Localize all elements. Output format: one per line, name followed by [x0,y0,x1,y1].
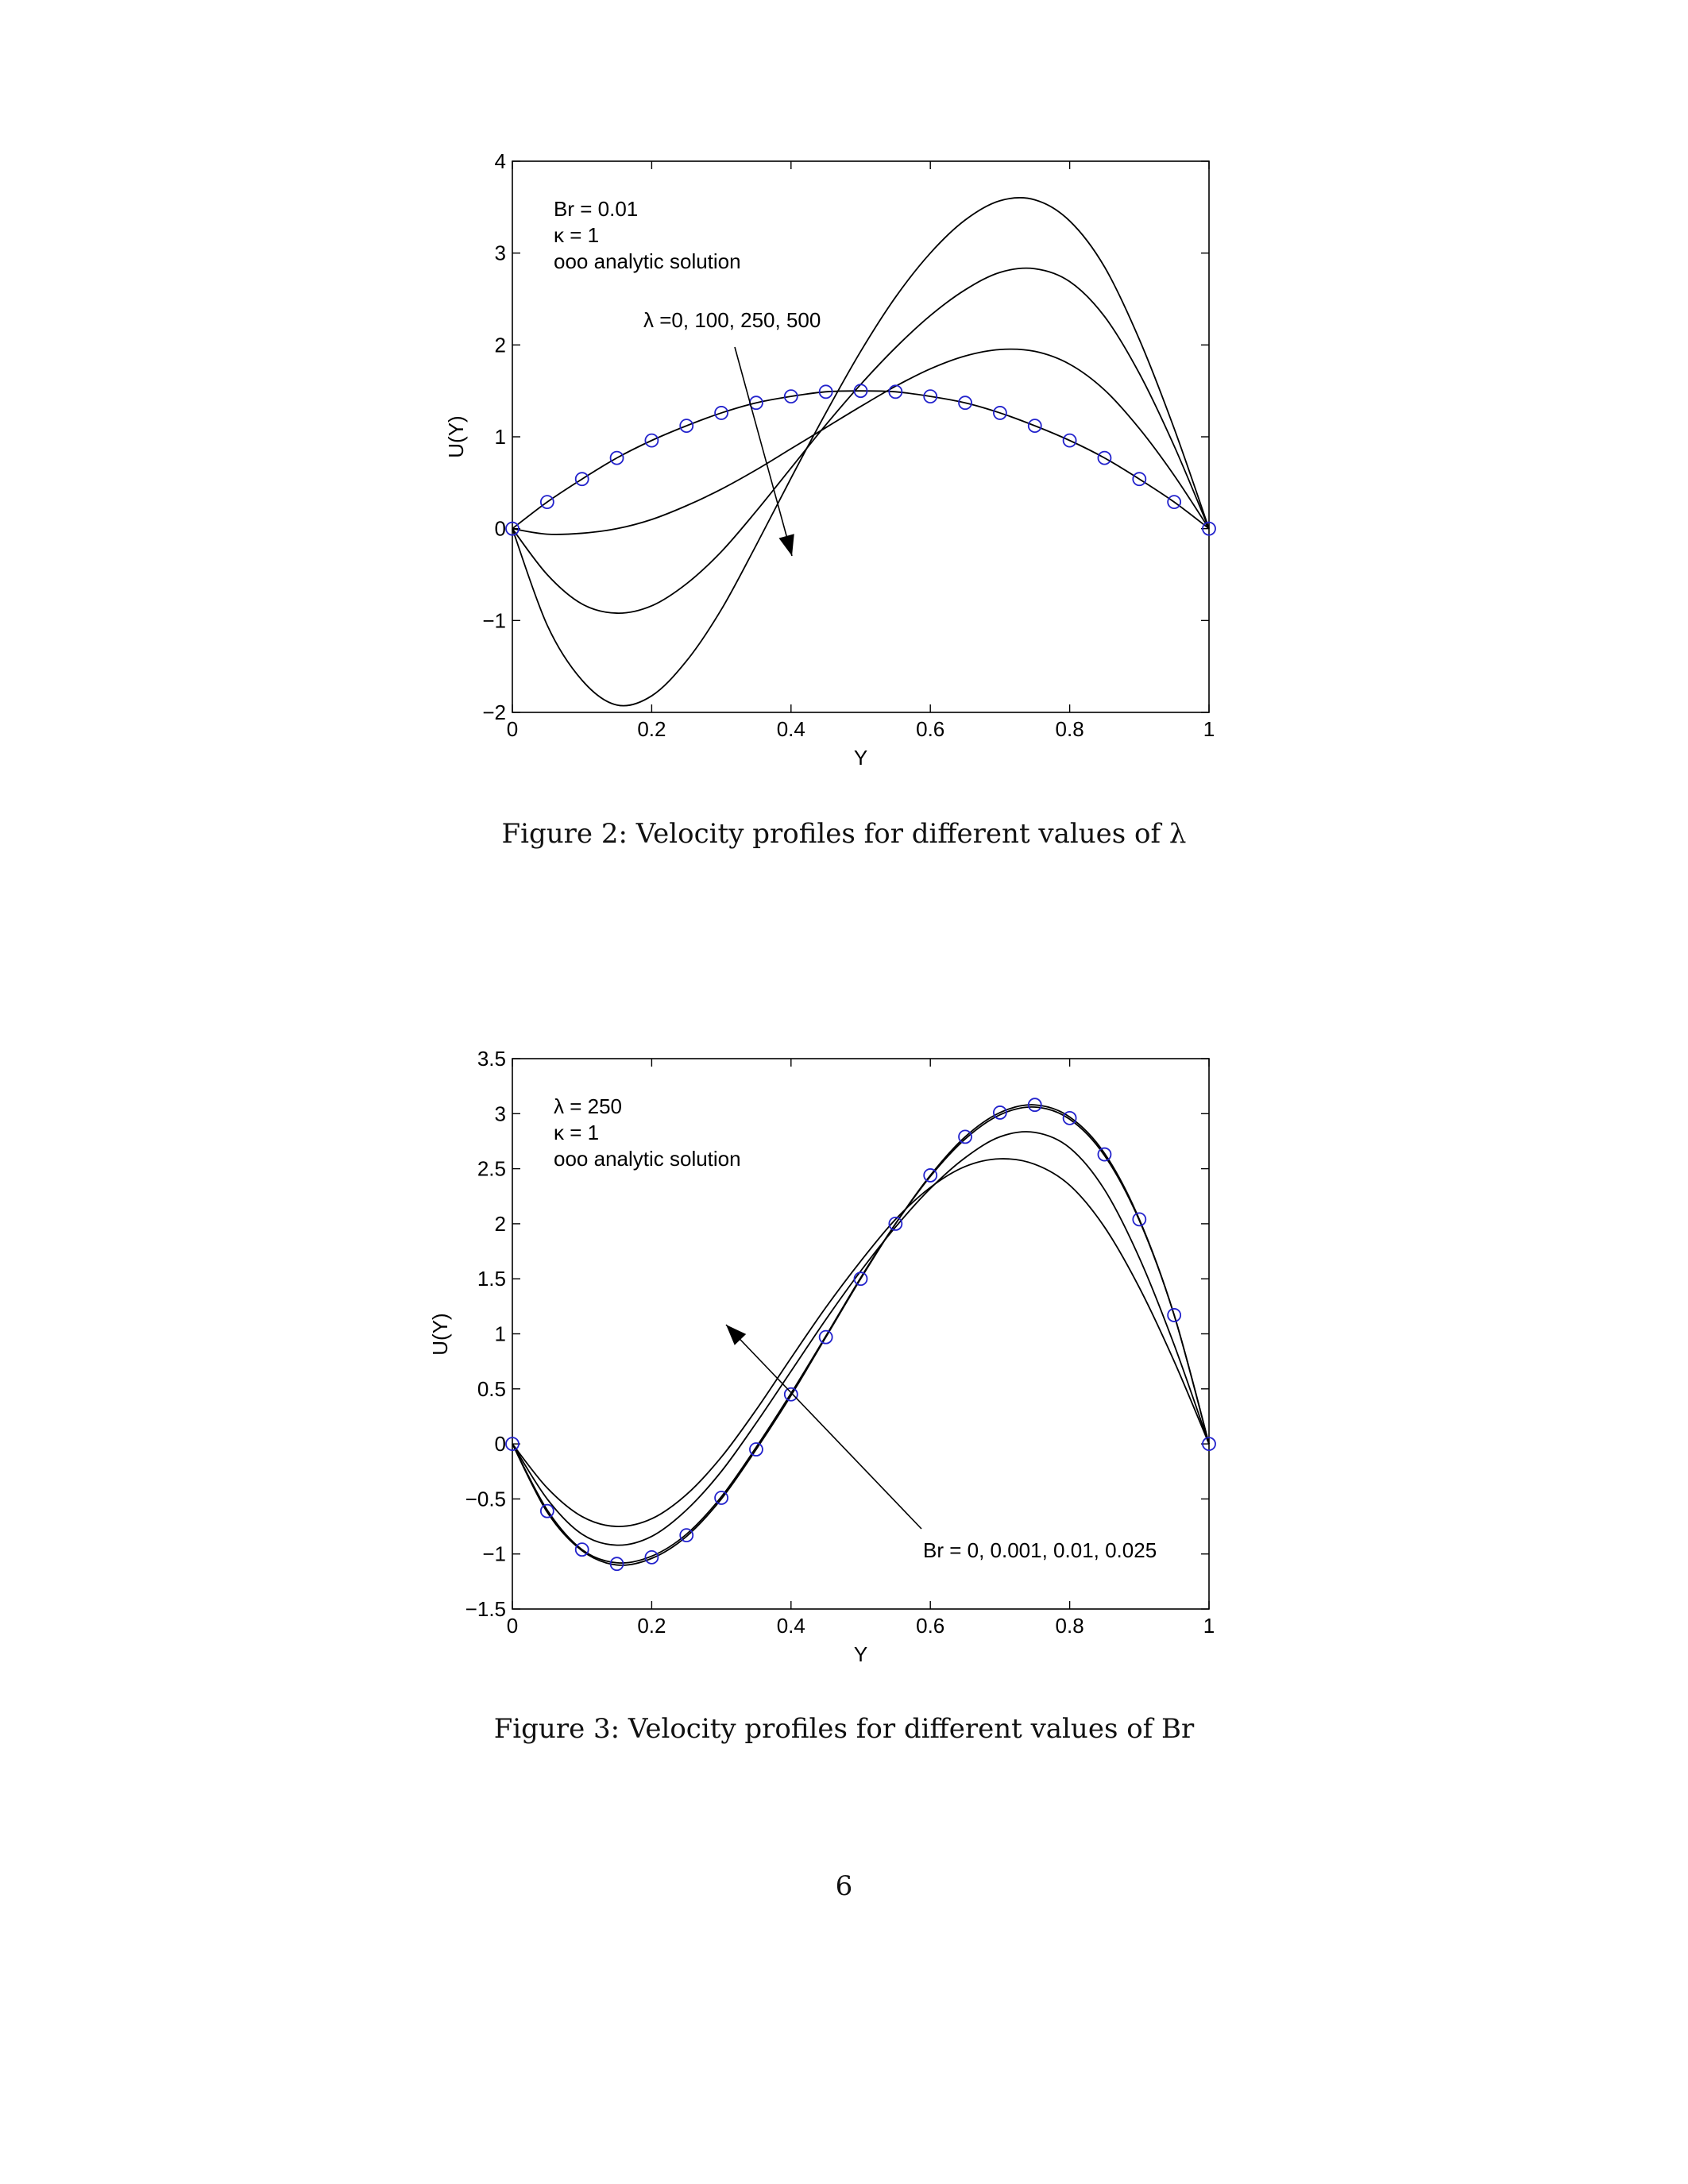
arrow-label: λ =0, 100, 250, 500 [643,308,821,332]
x-tick-label: 1 [1203,717,1215,741]
y-tick-label: −2 [482,700,506,724]
x-tick-label: 0 [506,1614,519,1638]
y-tick-label: 0.5 [477,1376,506,1401]
annotation-line: λ = 250 [554,1094,623,1118]
page-number: 6 [835,1870,853,1902]
x-tick-label: 0.2 [637,1614,666,1638]
analytic-marker [680,1529,693,1542]
y-tick-label: 0 [494,516,506,541]
annotation-line: ooo analytic solution [554,1147,741,1171]
y-tick-label: 4 [494,149,506,173]
y-tick-label: −1 [482,608,506,633]
series-line-2 [512,349,1209,534]
series-line-1 [512,1105,1209,1565]
chart-3 [428,1047,1215,1666]
series-line-1 [512,391,1209,529]
x-axis-label: Y [853,1642,868,1666]
y-tick-label: 2 [494,1211,506,1236]
x-tick-label: 1 [1203,1614,1215,1638]
x-axis-label: Y [853,746,868,770]
y-tick-label: 3 [494,1102,506,1126]
x-tick-label: 0.6 [916,717,945,741]
y-tick-label: −0.5 [465,1487,506,1511]
trend-arrow [726,1325,921,1529]
x-tick-label: 0.8 [1055,1614,1084,1638]
x-tick-label: 0.6 [916,1614,945,1638]
x-tick-label: 0.8 [1055,717,1084,741]
annotation-line: κ = 1 [554,1121,600,1144]
series-line-4 [512,1159,1209,1526]
annotation-line: ooo analytic solution [554,249,741,273]
y-axis-label: U(Y) [444,415,468,458]
arrow-label: Br = 0, 0.001, 0.01, 0.025 [923,1538,1157,1562]
figure-2-caption: Figure 2: Velocity profiles for different values of λ [501,818,1187,850]
y-tick-label: 2 [494,333,506,357]
trend-arrow [735,347,792,556]
x-tick-label: 0 [506,717,519,741]
series-line-3 [512,1132,1209,1545]
analytic-marker [1064,1112,1076,1125]
x-tick-label: 0.4 [776,1614,805,1638]
y-tick-label: 3.5 [477,1047,506,1071]
annotation-line: κ = 1 [554,223,600,247]
y-tick-label: 1 [494,1322,506,1346]
x-tick-label: 0.4 [776,717,805,741]
y-tick-label: −1.5 [465,1597,506,1621]
series-line-3 [512,268,1209,613]
y-tick-label: 2.5 [477,1156,506,1181]
y-tick-label: 0 [494,1432,506,1457]
figure-3-caption: Figure 3: Velocity profiles for different values of Br [493,1713,1195,1745]
y-axis-label: U(Y) [428,1313,452,1356]
y-tick-label: 3 [494,241,506,265]
plot-frame [512,161,1209,712]
y-tick-label: 1 [494,425,506,449]
annotation-line: Br = 0.01 [554,197,639,221]
arrow-head [778,534,794,556]
y-tick-label: −1 [482,1542,506,1566]
series-line-2 [512,1107,1209,1563]
x-tick-label: 0.2 [637,717,666,741]
y-tick-label: 1.5 [477,1267,506,1291]
chart-2 [444,149,1215,770]
